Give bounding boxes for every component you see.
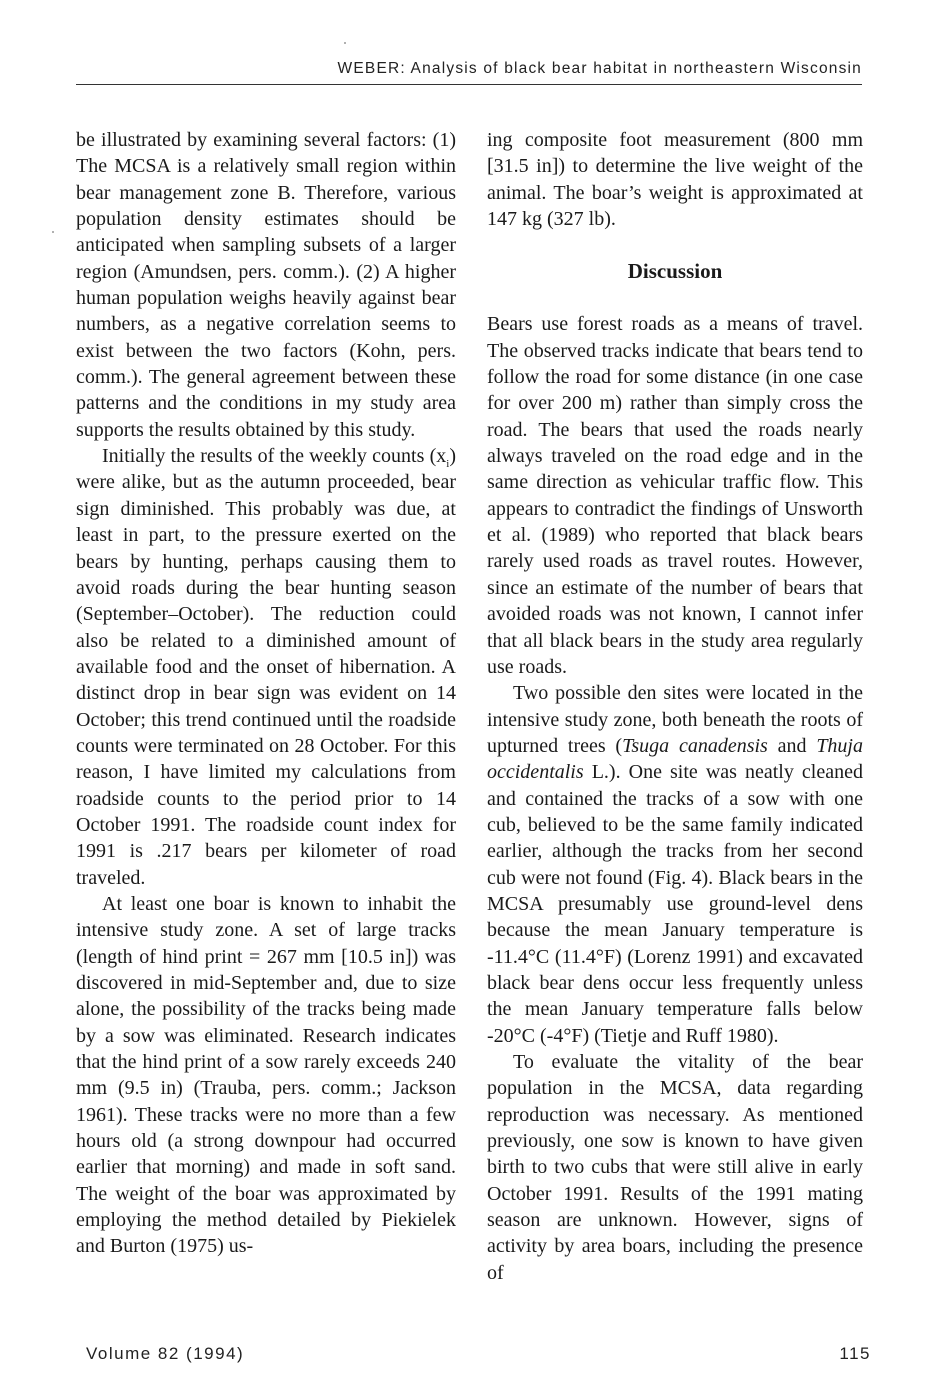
paragraph-continued: ing composite foot measurement (800 mm [31.5 in]) to determine the live weight of the animal. The boar’s weight is approximated at 147 kg (327 lb). bbox=[487, 129, 863, 231]
paragraph-3: At least one boar is known to inhabit the intensive study zone. A set of large tracks (length of hind print = 267 mm [10.5 in]) was discovered in mid-September and, due to size alone, the possibility of the tracks being made by a sow was eliminated. Research indicates that the hind print of a sow rarely exceeds 240 mm (9.5 in) (Trauba, pers. comm.; Jackson 1961). These tracks were no more than a few hours old (a strong downpour had occurred earlier that morning) and made in soft sand. The weight of the boar was approximated by employing the method detailed by Piekielek and Burton (1975) us- bbox=[76, 892, 456, 1258]
paragraph-2 bbox=[76, 443, 456, 891]
page-number: 115 bbox=[839, 1344, 871, 1363]
section-heading-discussion: Discussion bbox=[627, 259, 723, 284]
paragraph-1: be illustrated by examining several factors: (1) The MCSA is a relatively small region within bear management zone B. Therefore, various population density estimates should be anticipated when sampling subsets of a larger region (Amundsen, pers. comm.). (2) A higher human population weighs heavily against bear numbers, as a negative correlation seems to exist between the two factors (Kohn, pers. comm.). The general agreement between these patterns and the conditions in my study area supports the results obtained by this study. bbox=[76, 129, 456, 441]
species-name-thuja: Thuja occidentalis bbox=[487, 734, 863, 784]
volume-label: Volume 82 (1994) bbox=[86, 1344, 245, 1363]
running-head: WEBER: Analysis of black bear habitat in northeastern Wisconsin bbox=[337, 60, 862, 77]
paragraph-2-rest: ) were alike, but as the autumn proceeded, bear sign diminished. This probably was due, at least in part, to the pressure exerted on the bears by hunting, perhaps causing them to avoid roads during the bear hunting season (September–October). The reduction could also be related to a diminished amount of available food and the onset of hibernation. A distinct drop in bear sign was evident on 14 October; this trend continued until the roadside counts were terminated on 28 October. For this reason, I have limited my calculations from roadside counts to the period prior to 14 October 1991. The roadside count index for 1991 is .217 bears per kilometer of road traveled. bbox=[76, 445, 456, 889]
connector-and: and bbox=[767, 734, 817, 757]
scan-speck bbox=[344, 42, 346, 44]
discussion-paragraph-2 bbox=[487, 680, 863, 1049]
left-column bbox=[76, 127, 456, 1260]
den-sites-text-rest: L.). One site was neatly cleaned and contained the tracks of a sow with one cub, believed to be the same family indicated earlier, although the tracks from her second cub were not found (Fig. 4). Black bears in the MCSA presumably use ground-level dens because the mean January temperature is -11.4°C (11.4°F) (Lorenz 1991) and excavated black bear dens occur less frequently unless the mean January temperature falls below -20°C (-4°F) (Tietje and Ruff 1980). bbox=[487, 761, 863, 1047]
species-name-tsuga: Tsuga canadensis bbox=[622, 734, 768, 757]
subscript-i: i bbox=[446, 458, 450, 471]
right-column bbox=[487, 127, 863, 1286]
paragraph-2-start: Initially the results of the weekly counts (x bbox=[102, 445, 447, 468]
header-rule bbox=[76, 84, 862, 85]
discussion-paragraph-3: To evaluate the vitality of the bear population in the MCSA, data regarding reproduction was necessary. As mentioned previously, one sow is known to have given birth to two cubs that were still alive in early October 1991. Results of the 1991 mating season are unknown. However, signs of activity by area boars, including the presence of bbox=[487, 1051, 863, 1284]
discussion-paragraph-1: Bears use forest roads as a means of travel. The observed tracks indicate that bears tend to follow the road for some distance (in one case for over 200 m) rather than simply cross the road. The bears that used the roads nearly always traveled on the road edge and in the same direction as vehicular traffic flow. This appears to contradict the findings of Unsworth et al. (1989) who reported that black bears rarely used roads as travel routes. However, since an estimate of the number of bears that avoided roads was not known, I cannot infer that all black bears in the study area regularly use roads. bbox=[487, 313, 863, 678]
den-sites-text: Two possible den sites were located in the intensive study zone, both beneath the roots of upturned trees ( bbox=[487, 682, 863, 757]
scan-speck bbox=[52, 231, 54, 233]
